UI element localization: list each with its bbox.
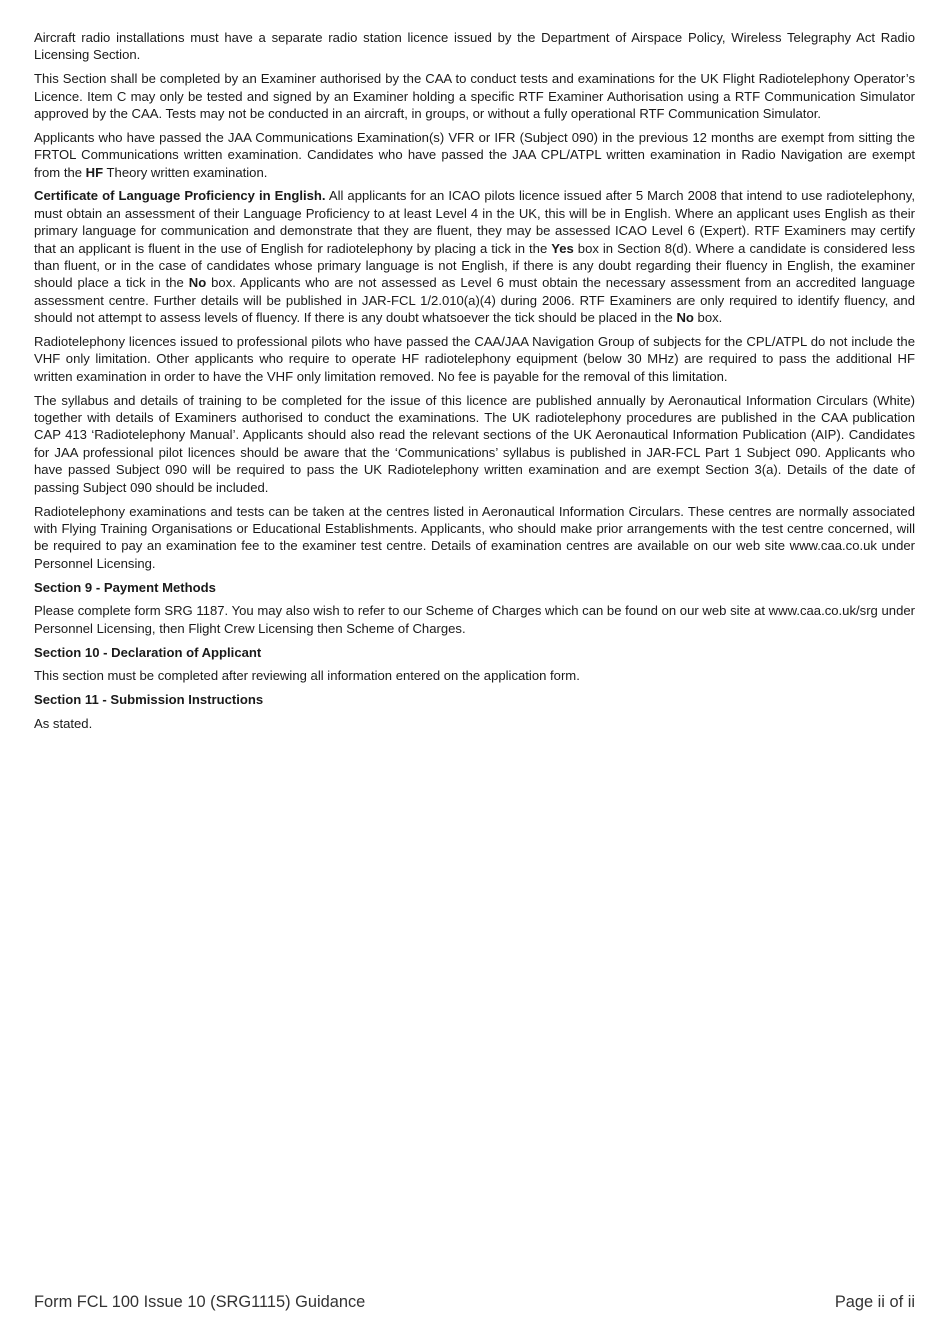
section-9-text: Please complete form SRG 1187. You may also wish to refer to our Scheme of Charges which can be found on our web site at www.caa.co.uk/srg under Personnel Licensing, then Flight Crew Licensing then Scheme of Charges.: [34, 603, 915, 636]
paragraph-examination-centres: Radiotelephony examinations and tests can be taken at the centres listed in Aeronautical Information Circulars. These centres are normally associated with Flying Training Organisations or Educational Establishments. Applicants, who should make prior arrangements with the test centre concerned, will be required to pay an examination fee to the examiner test centre. Details of examination centres are available on our web site www.caa.co.uk under Personnel Licensing.: [34, 503, 915, 571]
paragraph-examiner-authorisation: This Section shall be completed by an Examiner authorised by the CAA to conduct tests and examinations for the UK Flight Radiotelephony Operator’s Licence. Item C may only be tested and signed by an Examiner holding a specific RTF Examiner Authorisation using a RTF Communication Simulator approved by the CAA. Tests may not be conducted in an aircraft, in groups, or without a fully operational RTF Communication Simulator.: [34, 71, 915, 122]
section-10-heading: Section 10 - Declaration of Applicant: [34, 644, 262, 660]
paragraph-vhf-limitation: Radiotelephony licences issued to professional pilots who have passed the CAA/JAA Navigation Group of subjects for the CPL/ATPL do not include the VHF only limitation. Other applicants who require to operate HF radiotelephony equipment (below 30 MHz) are required to pass the additional HF written examination in order to have the VHF only limitation removed. No fee is payable for the removal of this limitation.: [34, 334, 915, 384]
text-run: box. Applicants who are not assessed as Level 6 must obtain the necessary assessment from an accredited language assessment centre. Further details will be published in JAR-FCL 1/2.010(a)(4) during 2006. RTF Examiners are only required to identify fluency, and should not attempt to assess levels of fluency. If there is any doubt whatsoever the tick should be placed in the: [34, 275, 915, 326]
text-run: box.: [693, 310, 723, 326]
text-run: box in Section 8(d). Where a candidate is considered less than fluent, or in the case of candidates whose primary language is not English, if there is any doubt regarding their fluency in English, the examiner should place a tick in the: [34, 240, 915, 291]
form-identifier: Form FCL 100 Issue 10 (SRG1115) Guidance: [34, 1293, 366, 1311]
document-body: [34, 29, 915, 739]
page-footer: [34, 1292, 915, 1312]
language-proficiency-heading: Certificate of Language Proficiency in English.: [34, 188, 326, 204]
paragraph-language-proficiency: [34, 187, 915, 326]
text-run: All applicants for an ICAO pilots licence issued after 5 March 2008 that intend to use radiotelephony, must obtain an assessment of their Language Proficiency to at least Level 4 in the UK, this will be in English. Where an applicant uses English as their primary language for communication and demonstrate that they are fluent, they may be assessed ICAO Level 6 (Expert). RTF Examiners may certify that an applicant is fluent in the use of English for radiotelephony by placing a tick in the: [34, 188, 915, 256]
bold-no: No: [676, 310, 694, 326]
section-11-heading: Section 11 - Submission Instructions: [34, 692, 264, 708]
paragraph-syllabus: The syllabus and details of training to be completed for the issue of this licence are published annually by Aeronautical Information Circulars (White) together with details of Examiners authorised to conduct the examinations. The UK radiotelephony procedures are published in the CAA publication CAP 413 ‘Radiotelephony Manual’. Applicants should also read the relevant sections of the UK Aeronautical Information Publication (AIP). Candidates for JAA professional pilot licences should be aware that the ‘Communications’ syllabus is published in JAR-FCL Part 1 Subject 090. Applicants who have passed Subject 090 will be required to pass the UK Radiotelephony written examination and are exempt Section 3(a). Details of the date of passing Subject 090 should be included.: [34, 392, 915, 495]
section-11-text: As stated.: [34, 715, 93, 731]
text-run: Applicants who have passed the JAA Communications Examination(s) VFR or IFR (Subject 090) in the previous 12 months are exempt from sitting the FRTOL Communications written examination. Candidates who have passed the JAA CPL/ATPL written examination in Radio Navigation are exempt from the: [34, 129, 915, 180]
bold-yes: Yes: [551, 240, 574, 256]
page-number: Page ii of ii: [834, 1293, 915, 1311]
section-9-heading: Section 9 - Payment Methods: [34, 579, 216, 595]
paragraph-radio-station-licence: Aircraft radio installations must have a separate radio station licence issued by the Department of Airspace Policy, Wireless Telegraphy Act Radio Licensing Section.: [34, 30, 915, 63]
text-run: Theory written examination.: [103, 164, 268, 180]
bold-no: No: [188, 275, 207, 291]
bold-hf: HF: [85, 164, 104, 180]
paragraph-jaa-exemptions: [34, 129, 915, 181]
section-10-text: This section must be completed after reviewing all information entered on the application form.: [34, 668, 580, 684]
